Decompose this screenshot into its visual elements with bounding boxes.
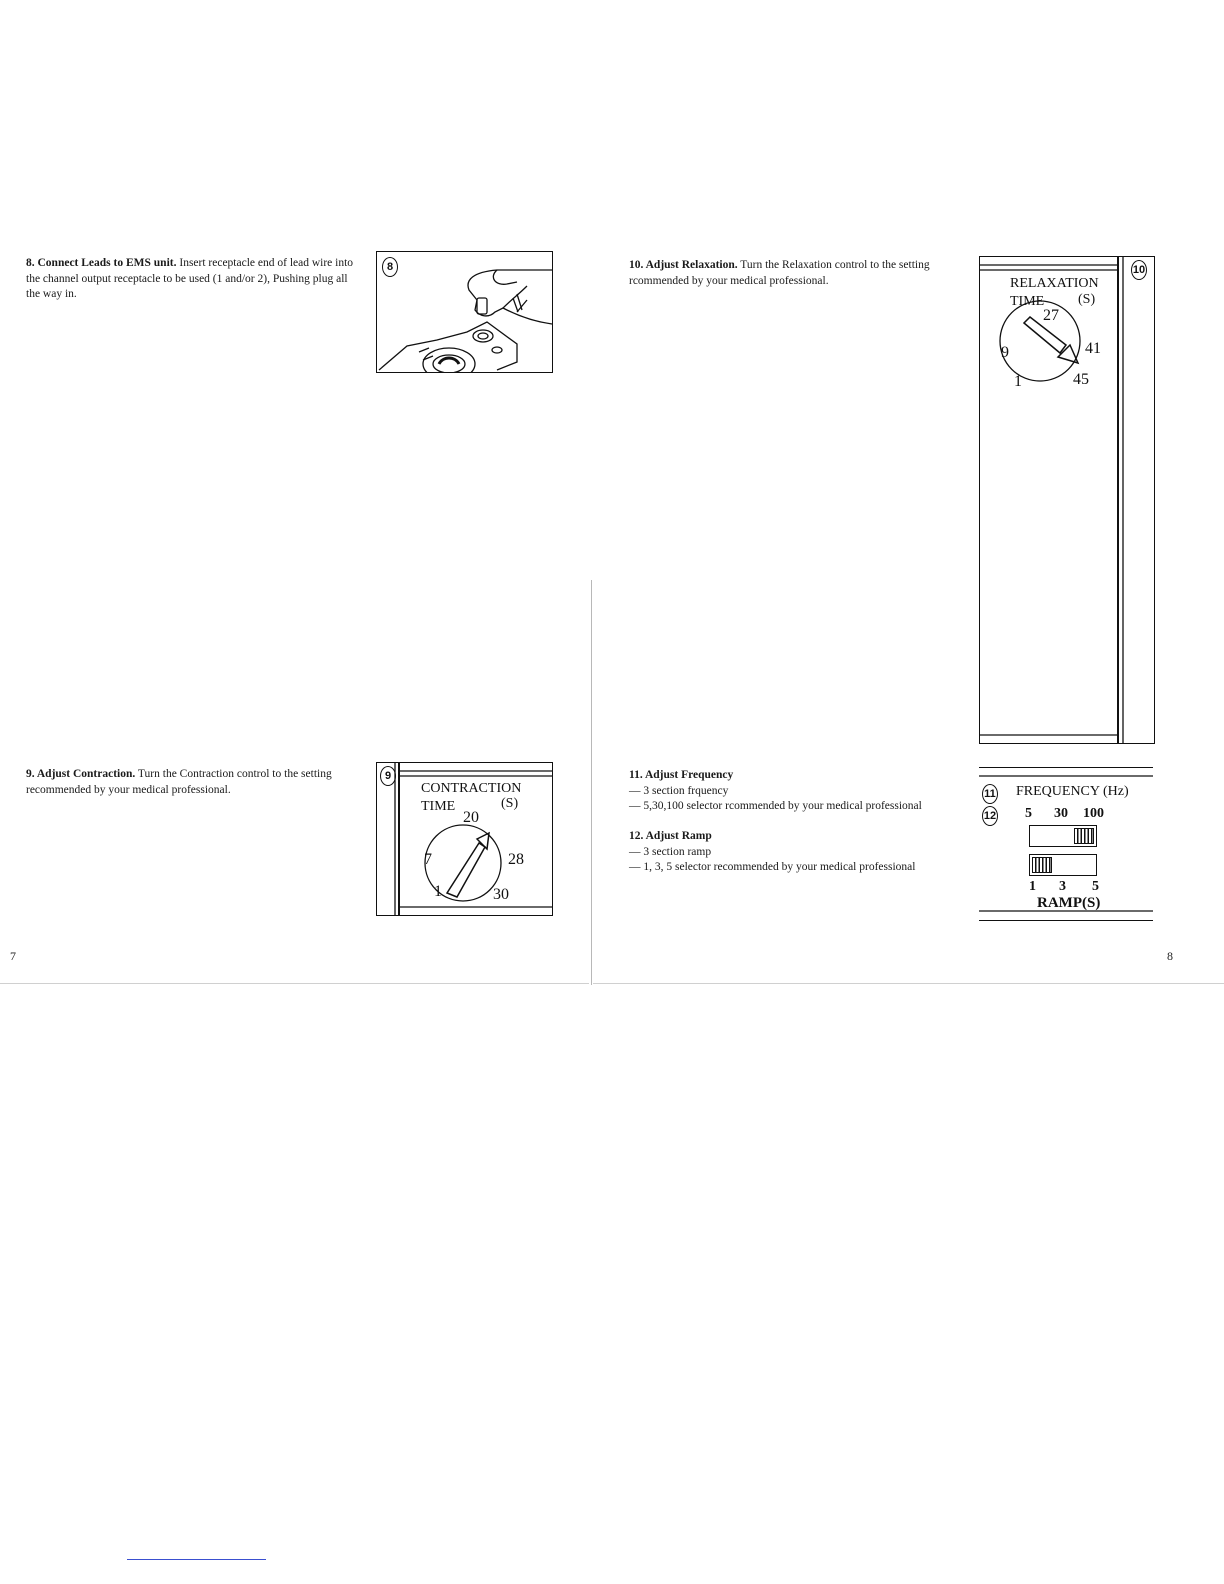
frequency-option-30: 30: [1054, 806, 1068, 821]
relaxation-mark-27: 27: [1043, 307, 1059, 324]
contraction-mark-28: 28: [508, 851, 524, 868]
relaxation-panel-frame: [980, 257, 1154, 743]
ramp-selector-switch[interactable]: [1029, 854, 1097, 876]
left-page-number: 7: [10, 949, 16, 963]
relaxation-mark-1: 1: [1014, 373, 1022, 390]
frequency-label: FREQUENCY (Hz): [1016, 784, 1129, 799]
step8-paragraph: [26, 256, 356, 303]
figure-11-tag: 11: [982, 784, 998, 804]
figure-8-tag: 8: [382, 257, 398, 277]
step11-title: 11. Adjust Frequency: [629, 769, 734, 781]
figure-8-plug-illustration: [376, 251, 553, 373]
figure-9-contraction-dial: [376, 762, 553, 916]
contraction-time-label: TIME: [421, 799, 456, 814]
frequency-option-100: 100: [1083, 806, 1104, 821]
figure-10-tag: 10: [1131, 260, 1147, 280]
figure-12-tag: 12: [982, 806, 998, 826]
hand-plug-drawing: [377, 252, 552, 372]
figure-10-relaxation-dial: [979, 256, 1155, 744]
figure-9-tag: 9: [380, 766, 396, 786]
relaxation-mark-9: 9: [1001, 344, 1009, 361]
relaxation-mark-41: 41: [1085, 340, 1101, 357]
ramp-option-5: 5: [1092, 879, 1099, 894]
step10-body: Turn the Relaxation control to the setting rcommended by your medical professional.: [629, 259, 930, 287]
relaxation-time-label: TIME: [1010, 294, 1045, 309]
step12-line1: — 3 section ramp: [629, 845, 712, 858]
right-page-number: 8: [1167, 949, 1173, 963]
step11-line1: — 3 section frquency: [629, 784, 729, 797]
ramp-option-3: 3: [1059, 879, 1066, 894]
bottom-link-underline: [127, 1559, 266, 1560]
step11-paragraph: [629, 768, 959, 815]
step12-title: 12. Adjust Ramp: [629, 830, 712, 842]
step12-line2: — 1, 3, 5 selector recommended by your medical professional: [629, 861, 916, 873]
step9-title: 9. Adjust Contraction.: [26, 768, 136, 780]
ramp-label: RAMP(S): [1037, 895, 1101, 911]
contraction-mark-20: 20: [463, 809, 479, 826]
relaxation-label: RELAXATION: [1010, 276, 1099, 291]
contraction-mark-30: 30: [493, 886, 509, 903]
page-fold: [591, 580, 592, 985]
left-page-bottom-edge: [0, 983, 589, 984]
frequency-selector-switch[interactable]: [1029, 825, 1097, 847]
right-page-bottom-edge: [593, 983, 1224, 984]
step9-paragraph: [26, 767, 356, 798]
ramp-option-1: 1: [1029, 879, 1036, 894]
contraction-unit-label: (S): [501, 796, 519, 811]
step10-title: 10. Adjust Relaxation.: [629, 259, 738, 271]
relaxation-unit-label: (S): [1078, 292, 1096, 307]
ramp-selector-knob[interactable]: [1032, 857, 1052, 873]
relaxation-mark-45: 45: [1073, 371, 1089, 388]
step8-body: Insert receptacle end of lead wire into the channel output receptacle to be used (1 and/or 2), Pushing plug all the way in.: [26, 257, 354, 300]
step11-line2: — 5,30,100 selector rcommended by your medical professional: [629, 800, 922, 812]
frequency-option-5: 5: [1025, 806, 1032, 821]
step12-paragraph: [629, 829, 959, 876]
step10-paragraph: [629, 258, 944, 289]
contraction-mark-1: 1: [434, 883, 442, 900]
frequency-selector-knob[interactable]: [1074, 828, 1094, 844]
figure-11-12-selectors: [979, 767, 1153, 921]
contraction-mark-7: 7: [424, 851, 432, 868]
contraction-label: CONTRACTION: [421, 781, 522, 796]
step9-body: Turn the Contraction control to the setting recommended by your medical professional.: [26, 768, 332, 796]
step8-title: 8. Connect Leads to EMS unit.: [26, 257, 177, 269]
